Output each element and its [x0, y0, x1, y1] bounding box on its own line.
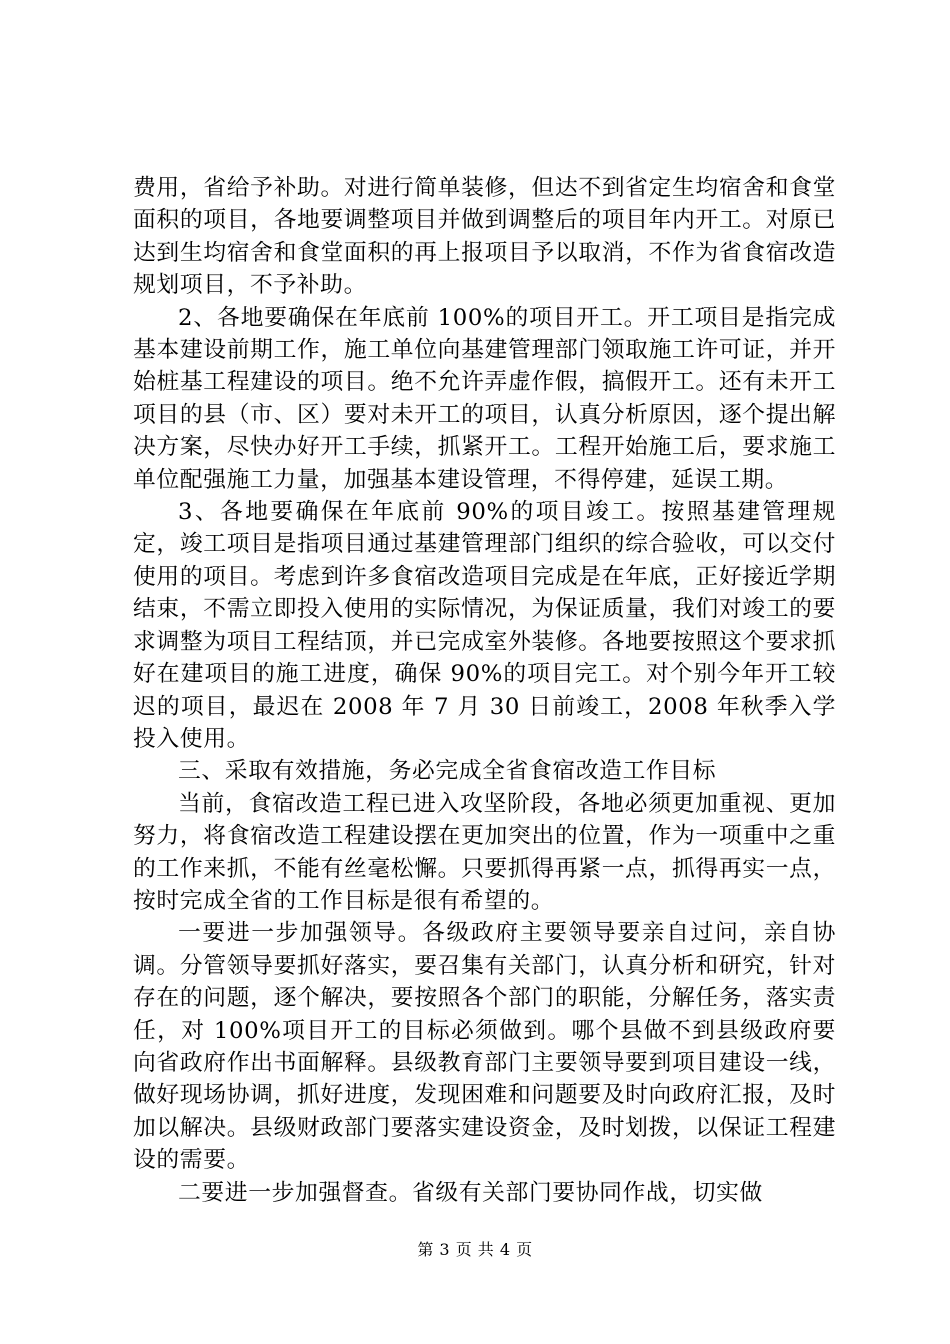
paragraph-strengthen-supervision: 二要进一步加强督查。省级有关部门要协同作战，切实做	[178, 1179, 763, 1206]
page-number-label: 第 3 页 共 4 页	[417, 1240, 533, 1259]
paragraph-strengthen-leadership: 一要进一步加强领导。各级政府主要领导要亲自过问，亲自协调。分管领导要抓好落实，要召集有关部门，认真分析和研究，针对存在的问题，逐个解决，要按照各个部门的职能，分解任务，落实责任，对 100%项目开工的目标必须做到。哪个县做不到县级政府要向省政府作出书面解释。县级教育部门主要领导要到项目建设一线，做好现场协调，抓好进度，发现困难和问题要及时向政府汇报，及时加以解决。县级财政部门要落实建设资金，及时划拨，以保证工程建设的需要。	[133, 920, 836, 1174]
paragraph-item-3-project-completion: 3、各地要确保在年底前 90%的项目竣工。按照基建管理规定，竣工项目是指项目通过基建管理部门组织的综合验收，可以交付使用的项目。考虑到许多食宿改造项目完成是在年底，正好接近学期结束，不需立即投入使用的实际情况，为保证质量，我们对竣工的要求调整为项目工程结顶，并已完成室外装修。各地要按照这个要求抓好在建项目的施工进度，确保 90%的项目完工。对个别今年开工较迟的项目，最迟在 2008 年 7 月 30 日前竣工，2008 年秋季入学投入使用。	[133, 499, 836, 752]
document-body	[133, 172, 836, 1209]
paragraph-item-2-project-start: 2、各地要确保在年底前 100%的项目开工。开工项目是指完成基本建设前期工作，施工单位向基建管理部门领取施工许可证，并开始桩基工程建设的项目。绝不允许弄虚作假，搞假开工。还有未开工项目的县（市、区）要对未开工的项目，认真分析原因，逐个提出解决方案，尽快办好开工手续，抓紧开工。工程开始施工后，要求施工单位配强施工力量，加强基本建设管理，不得停建，延误工期。	[133, 304, 836, 493]
page-footer	[0, 1240, 950, 1260]
paragraph-current-situation: 当前，食宿改造工程已进入攻坚阶段，各地必须更加重视、更加努力，将食宿改造工程建设摆在更加突出的位置，作为一项重中之重的工作来抓，不能有丝毫松懈。只要抓得再紧一点，抓得再实一点，按时完成全省的工作目标是很有希望的。	[133, 790, 836, 914]
paragraph-continuation: 费用，省给予补助。对进行简单装修，但达不到省定生均宿舍和食堂面积的项目，各地要调整项目并做到调整后的项目年内开工。对原已达到生均宿舍和食堂面积的再上报项目予以取消，不作为省食宿改造规划项目，不予补助。	[133, 175, 836, 299]
section-heading-three: 三、采取有效措施，务必完成全省食宿改造工作目标	[178, 758, 717, 785]
